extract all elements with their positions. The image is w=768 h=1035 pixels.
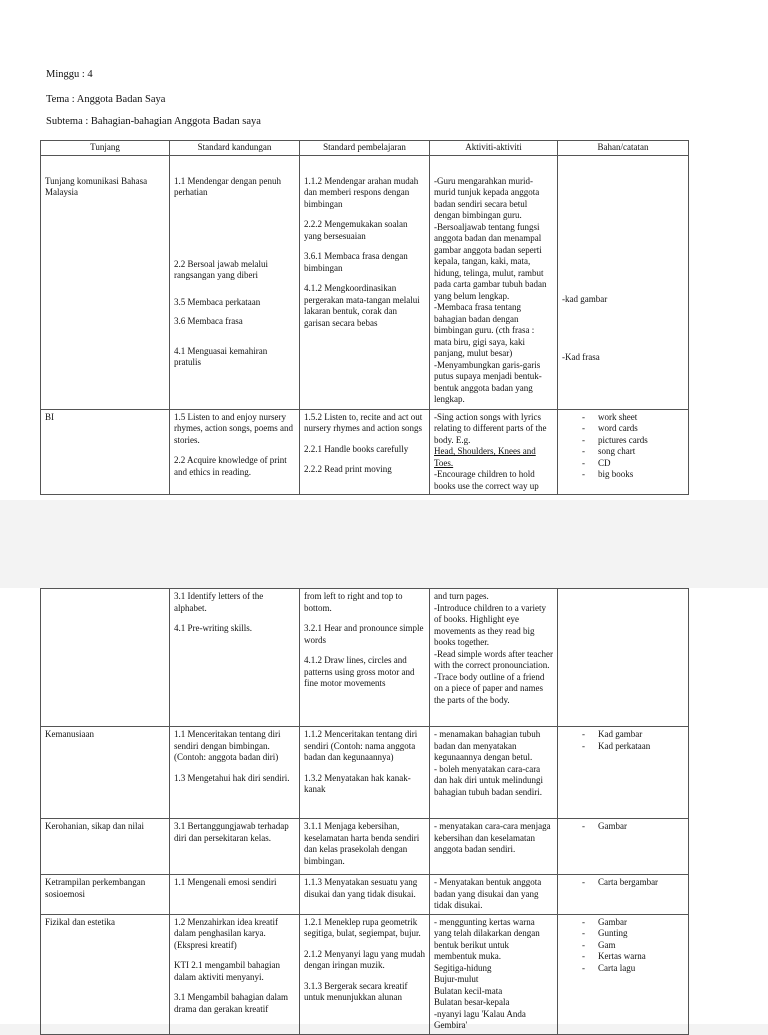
cell-text: 4.1.2 Draw lines, circles and patterns using gross motor and fine motor movements bbox=[304, 655, 415, 688]
tunjang-cell bbox=[41, 155, 170, 409]
cell-text: Tunjang komunikasi Bahasa Malaysia bbox=[45, 175, 148, 197]
list-item: - word cards bbox=[582, 423, 684, 435]
cell-text: 1.1 Mendengar dengan penuh perhatian bbox=[174, 175, 281, 197]
cell-text: 3.6.1 Membaca frasa dengan bimbingan bbox=[304, 251, 408, 273]
materials-list bbox=[562, 729, 684, 752]
bahan-cell bbox=[558, 589, 689, 727]
table-row bbox=[41, 727, 689, 819]
document-page-1 bbox=[0, 0, 768, 500]
cell-text: -Kad frasa bbox=[562, 351, 600, 362]
tunjang-cell bbox=[41, 727, 170, 819]
cell-text: 3.1 Mengambil bahagian dalam drama dan gerakan kreatif bbox=[174, 992, 288, 1014]
standard-kandungan-cell: 1.1 Mengenali emosi sendiri bbox=[170, 875, 300, 915]
aktiviti-cell: -Guru mengarahkan murid-murid tunjuk kepada anggota badan sendiri secara betul dengan bimbingan guru. -Bersoaljawab tentang fungsi anggota badan dan menampal gambar anggota badan seperti kepala, tangan, kaki, mata, hidung, telinga, mulut, rambut pada carta gambar tubuh badan yang belum lengkap. -Membaca frasa tentang bahagian badan dengan bimbingan guru. (cth frasa : mata biru, gigi saya, kaki panjang, mulut besar) -Menyambungkan garis-garis putus supaya menjadi bentuk-bentuk anggota badan yang lengkap. bbox=[430, 155, 558, 409]
cell-text: 2.2.2 Mengemukakan soalan yang bersesuaian bbox=[304, 219, 408, 241]
list-item: - Kertas warna bbox=[582, 951, 684, 963]
standard-pembelajaran-cell bbox=[300, 155, 430, 409]
aktiviti-cell bbox=[430, 409, 558, 495]
aktiviti-cell: - Menyatakan bentuk anggota badan yang disukai dan yang tidak disukai. bbox=[430, 875, 558, 915]
bahan-cell bbox=[558, 819, 689, 875]
bahan-cell bbox=[558, 409, 689, 495]
cell-text: -Encourage children to hold books use the correct way up bbox=[434, 469, 539, 491]
table-row bbox=[41, 875, 689, 915]
cell-text: 2.2.2 Read print moving bbox=[304, 464, 392, 474]
cell-text: 3.5 Membaca perkataan bbox=[174, 296, 261, 307]
cell-text: 2.1.2 Menyanyi lagu yang mudah dengan iringan muzik. bbox=[304, 948, 425, 970]
lesson-plan-table bbox=[40, 140, 689, 495]
cell-text: 2.2 Bersoal jawab melalui rangsangan yang diberi bbox=[174, 258, 268, 280]
table-header-row bbox=[41, 141, 689, 156]
materials-list bbox=[562, 877, 684, 889]
tunjang-cell: Kerohanian, sikap dan nilai bbox=[41, 819, 170, 875]
standard-pembelajaran-cell bbox=[300, 409, 430, 495]
cell-text: -kad gambar bbox=[562, 293, 608, 304]
cell-text: 1.2.1 Meneklep rupa geometrik segitiga, bulat, segiempat, bujur. bbox=[304, 916, 421, 938]
aktiviti-cell: - menyatakan cara-cara menjaga kebersihan dan keselamatan anggota badan sendiri. bbox=[430, 819, 558, 875]
table-row bbox=[41, 914, 689, 1034]
cell-text: 1.1.2 Mendengar arahan mudah dan memberi respons dengan bimbingan bbox=[304, 175, 419, 209]
column-header: Bahan/catatan bbox=[558, 141, 689, 156]
cell-text: Kemanusiaan bbox=[45, 729, 94, 739]
materials-list bbox=[562, 917, 684, 975]
cell-text: 2.2.1 Handle books carefully bbox=[304, 443, 409, 454]
cell-text: from left to right and top to bottom. bbox=[304, 591, 403, 613]
list-item: - Kad perkataan bbox=[582, 741, 684, 753]
materials-list bbox=[562, 412, 684, 481]
cell-text: 2.2 Acquire knowledge of print and ethics in reading. bbox=[174, 455, 287, 477]
standard-pembelajaran-cell: 3.1.1 Menjaga kebersihan, keselamatan harta benda sendiri dan kelas prasekolah dengan bimbingan. bbox=[300, 819, 430, 875]
column-header: Aktiviti-aktiviti bbox=[430, 141, 558, 156]
aktiviti-cell: - menamakan bahagian tubuh badan dan menyatakan kegunaannya dengan betul. - boleh menyatakan cara-cara dan hak diri untuk melindungi bahagian tubuh badan sendiri. bbox=[430, 727, 558, 819]
standard-kandungan-cell bbox=[170, 589, 300, 727]
cell-text: 1.1 Menceritakan tentang diri sendiri dengan bimbingan. (Contoh: anggota badan diri) bbox=[174, 729, 281, 762]
aktiviti-cell: and turn pages. -Introduce children to a variety of books. Highlight eye movements as they read big books together. -Read simple words after teacher with the correct pronounciation. -Trace body outline of a friend on a piece of paper and names the parts of the body. bbox=[430, 589, 558, 727]
list-item: - song chart bbox=[582, 446, 684, 458]
list-item: - CD bbox=[582, 458, 684, 470]
cell-text: KTI 2.1 mengambil bahagian dalam aktiviti menyanyi. bbox=[174, 960, 280, 982]
week-label: Minggu : 4 bbox=[46, 69, 93, 80]
list-item: - Gunting bbox=[582, 928, 684, 940]
tunjang-cell: Fizikal dan estetika bbox=[41, 914, 170, 1034]
list-item: - work sheet bbox=[582, 412, 684, 424]
standard-kandungan-cell bbox=[170, 409, 300, 495]
cell-text: 3.2.1 Hear and pronounce simple words bbox=[304, 623, 424, 645]
standard-pembelajaran-cell: 1.1.3 Menyatakan sesuatu yang disukai dan yang tidak disukai. bbox=[300, 875, 430, 915]
cell-text: 1.1.2 Menceritakan tentang diri sendiri (Contoh: nama anggota badan dan kegunaannya) bbox=[304, 729, 418, 762]
bahan-cell bbox=[558, 155, 689, 409]
table-row bbox=[41, 155, 689, 409]
cell-text: 1.5.2 Listen to, recite and act out nursery rhymes and action songs bbox=[304, 411, 423, 433]
standard-kandungan-cell: 3.1 Bertanggungjawab terhadap diri dan persekitaran kelas. bbox=[170, 819, 300, 875]
standard-kandungan-cell bbox=[170, 727, 300, 819]
list-item: - Gam bbox=[582, 940, 684, 952]
standard-pembelajaran-cell bbox=[300, 914, 430, 1034]
cell-text: 3.1 Identify letters of the alphabet. bbox=[174, 591, 264, 613]
table-row bbox=[41, 819, 689, 875]
song-title: Head, Shoulders, Knees and Toes. bbox=[434, 446, 536, 468]
bahan-cell bbox=[558, 875, 689, 915]
standard-kandungan-cell bbox=[170, 155, 300, 409]
cell-text: 4.1 Pre-writing skills. bbox=[174, 623, 252, 633]
list-item: - pictures cards bbox=[582, 435, 684, 447]
theme-label: Tema : Anggota Badan Saya bbox=[46, 94, 166, 105]
list-item: - Carta lagu bbox=[582, 963, 684, 975]
materials-list bbox=[562, 821, 684, 833]
column-header: Tunjang bbox=[41, 141, 170, 156]
cell-text: 3.1.3 Bergerak secara kreatif untuk menunjukkan alunan bbox=[304, 980, 408, 1002]
standard-kandungan-cell bbox=[170, 914, 300, 1034]
tunjang-cell bbox=[41, 409, 170, 495]
table-row bbox=[41, 409, 689, 495]
cell-text: -Sing action songs with lyrics relating to different parts of the body. E.g. bbox=[434, 411, 547, 445]
bahan-cell bbox=[558, 727, 689, 819]
cell-text: 1.3.2 Menyatakan hak kanak-kanak bbox=[304, 772, 411, 794]
cell-text: BI bbox=[45, 411, 54, 422]
tunjang-cell: Ketrampilan perkembangan sosioemosi bbox=[41, 875, 170, 915]
lesson-plan-table-continued bbox=[40, 588, 689, 1035]
column-header: Standard pembelajaran bbox=[300, 141, 430, 156]
column-header: Standard kandungan bbox=[170, 141, 300, 156]
aktiviti-cell: - menggunting kertas warna yang telah dilakarkan dengan bentuk berikut untuk membentuk muka. Segitiga-hidung Bujur-mulut Bulatan kecil-mata Bulatan besar-kepala -nyanyi lagu 'Kalau Anda Gembira' bbox=[430, 914, 558, 1034]
list-item: - Gambar bbox=[582, 821, 684, 833]
tunjang-cell bbox=[41, 589, 170, 727]
cell-text: 1.3 Mengetahui hak diri sendiri. bbox=[174, 772, 290, 783]
list-item: - Kad gambar bbox=[582, 729, 684, 741]
list-item: - big books bbox=[582, 469, 684, 481]
standard-pembelajaran-cell bbox=[300, 727, 430, 819]
list-item: - Gambar bbox=[582, 917, 684, 929]
subtheme-label: Subtema : Bahagian-bahagian Anggota Badan saya bbox=[46, 116, 261, 127]
bahan-cell bbox=[558, 914, 689, 1034]
cell-text: 4.1.2 Mengkoordinasikan pergerakan mata-tangan melalui lakaran bentuk, corak dan garisan secara bebas bbox=[304, 283, 420, 328]
cell-text: 3.6 Membaca frasa bbox=[174, 316, 243, 326]
standard-pembelajaran-cell bbox=[300, 589, 430, 727]
cell-text: 1.5 Listen to and enjoy nursery rhymes, action songs, poems and stories. bbox=[174, 411, 293, 445]
table-row bbox=[41, 589, 689, 727]
list-item: - Carta bergambar bbox=[582, 877, 684, 889]
cell-text: 1.2 Menzahirkan idea kreatif dalam penghasilan karya. (Ekspresi kreatif) bbox=[174, 916, 278, 950]
cell-text: 4.1 Menguasai kemahiran pratulis bbox=[174, 345, 268, 367]
document-page-2 bbox=[0, 588, 768, 1030]
